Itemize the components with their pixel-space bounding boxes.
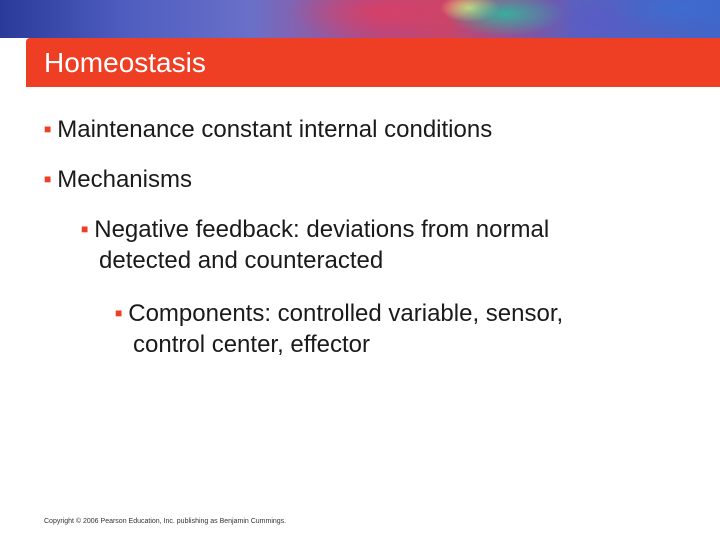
bullet-text-line1: Negative feedback: deviations from normal	[94, 216, 550, 243]
bullet-text-line1: Components: controlled variable, sensor,	[128, 300, 564, 327]
bullet-marker-icon: ■	[115, 306, 123, 320]
bullet-components	[115, 298, 563, 360]
title-bar	[26, 38, 720, 87]
bullet-negative-feedback	[81, 214, 549, 276]
slide-title: Homeostasis	[44, 47, 206, 78]
bullet-maintenance	[44, 115, 492, 144]
decorative-header-image	[0, 0, 720, 38]
bullet-text-line2: control center, effector	[133, 331, 371, 358]
bullet-marker-icon: ■	[44, 122, 52, 136]
bullet-text: Mechanisms	[57, 166, 192, 193]
bullet-text: Maintenance constant internal conditions	[57, 116, 493, 143]
bullet-text-line2: detected and counteracted	[99, 247, 384, 274]
bullet-marker-icon: ■	[44, 172, 52, 186]
copyright-notice: Copyright © 2006 Pearson Education, Inc. publishing as Benjamin Cummings.	[44, 518, 287, 525]
bullet-mechanisms	[44, 165, 192, 194]
bullet-marker-icon: ■	[81, 222, 89, 236]
